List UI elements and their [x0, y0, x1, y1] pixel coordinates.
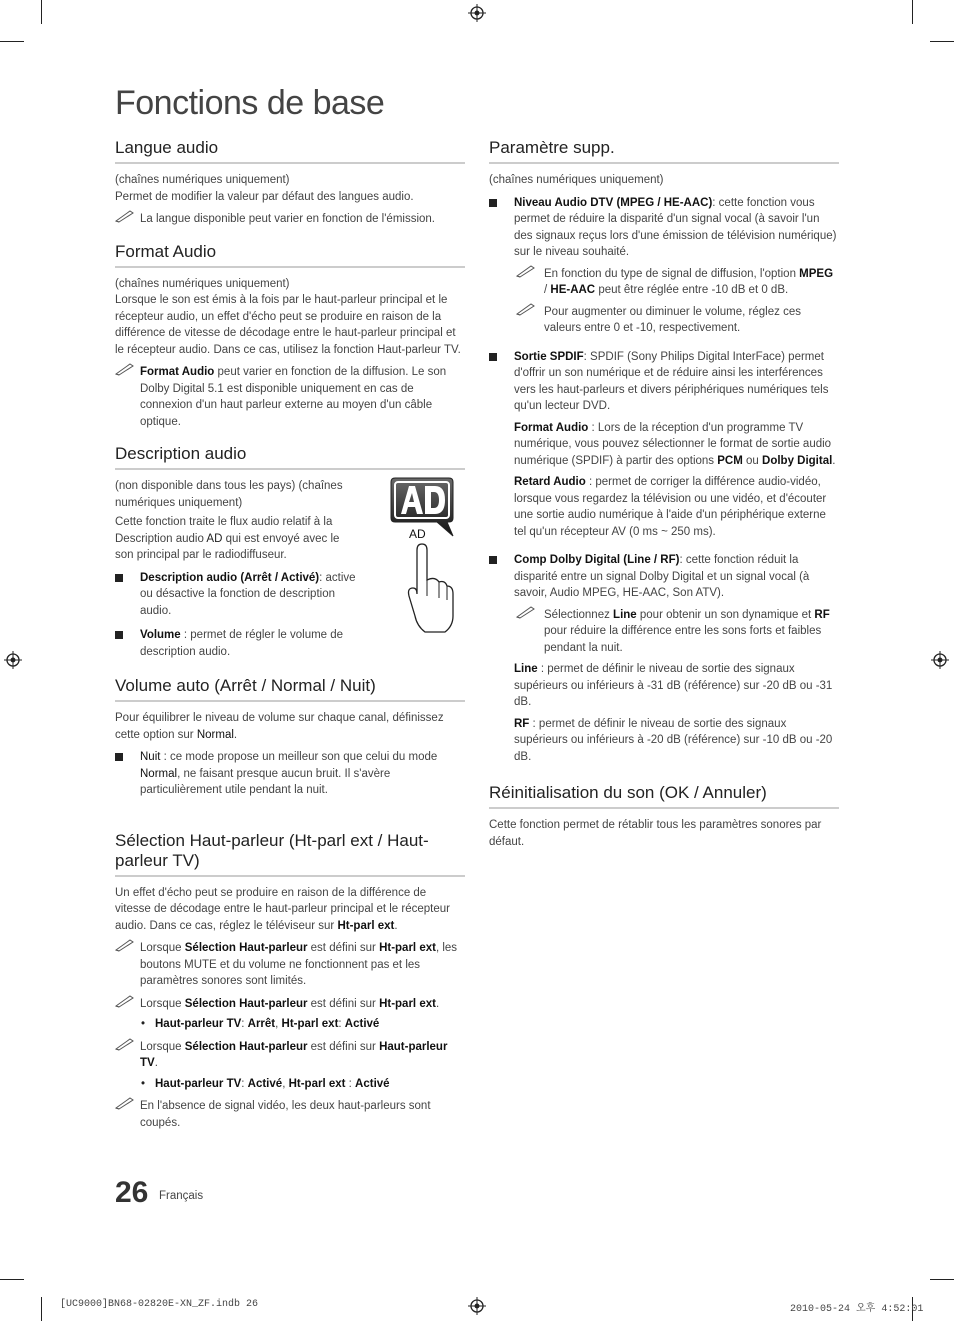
- pencil-note-icon: [115, 1037, 135, 1051]
- description-text: Un effet d'écho peut se produire en raison de la différence de vitesse de décodage entre le haut-parleur principal et le récepteur audio. Dans ce cas, réglez le téléviseur sur Ht-parl ext.: [115, 886, 450, 932]
- crop-mark: [0, 1279, 24, 1280]
- right-column: [489, 138, 839, 850]
- description-text: Permet de modifier la valeur par défaut des langues audio.: [115, 190, 414, 203]
- crop-mark: [930, 1279, 954, 1280]
- section-heading: Réinitialisation du son (OK / Annuler): [489, 783, 839, 809]
- square-bullet-icon: [115, 631, 123, 639]
- registration-mark-icon: [468, 4, 486, 22]
- ad-button-label: AD: [409, 527, 426, 541]
- crop-mark: [0, 41, 24, 42]
- page-language: Français: [159, 1190, 204, 1202]
- square-bullet-icon: [115, 574, 123, 582]
- note-bold: Format Audio: [140, 366, 215, 378]
- ad-remote-illustration: [387, 476, 457, 636]
- bullet-item: Volume : permet de régler le volume de description audio.: [115, 627, 360, 660]
- pencil-note-icon: [115, 209, 135, 223]
- square-bullet-icon: [489, 199, 497, 207]
- bullet-item: Description audio (Arrêt / Activé): active ou désactive la fonction de description audio.: [115, 570, 360, 620]
- section-heading: Format Audio: [115, 242, 465, 268]
- section-selection-haut-parleur: [115, 831, 465, 1132]
- page-title: Fonctions de base: [115, 84, 385, 122]
- sub-option: RF : permet de définir le niveau de sortie des signaux supérieurs ou inférieurs à -20 dB (référence) sur -10 dB ou -20 dB.: [514, 717, 833, 763]
- crop-mark: [930, 41, 954, 42]
- sub-option: Retard Audio : permet de corriger la différence audio-vidéo, lorsque vous regardez la télévision ou une vidéo, et d'écouter une sortie audio numérique à l'aide d'un périphérique externe tel qu'un récepteur AV (0 ms ~ 250 ms).: [514, 476, 827, 538]
- note: En fonction du type de signal de diffusion, l'option MPEG / HE-AAC peut être réglée entre -10 dB et 0 dB.: [489, 266, 839, 299]
- left-column: [115, 138, 465, 1131]
- note: [115, 1098, 465, 1131]
- section-parametre-supp: [489, 138, 839, 765]
- note: [489, 304, 839, 337]
- ad-button-icon: [387, 476, 457, 636]
- note-text: peut varier en fonction de la diffusion. Le son Dolby Digital 5.1 est disponible uniquement en cas de connexion d'un haut parleur externe au moyen d'un câble optique.: [140, 366, 447, 428]
- note: [115, 364, 465, 430]
- square-bullet-icon: [489, 353, 497, 361]
- description-text: Pour équilibrer le niveau de volume sur chaque canal, définissez cette option sur Normal.: [115, 712, 444, 741]
- square-bullet-icon: [115, 753, 123, 761]
- section-heading: Volume auto (Arrêt / Normal / Nuit): [115, 676, 465, 702]
- section-format-audio: [115, 242, 465, 431]
- dot-bullet-item: • Haut-parleur TV: Activé, Ht-parl ext : Activé: [115, 1076, 465, 1093]
- crop-mark: [41, 0, 42, 24]
- description-text: Cette fonction permet de rétablir tous les paramètres sonores par défaut.: [489, 819, 822, 848]
- section-heading: Sélection Haut-parleur (Ht-parl ext / Haut-parleur TV): [115, 831, 465, 877]
- description-text: Lorsque le son est émis à la fois par le haut-parleur principal et le récepteur audio, un effet d'écho peut se produire en raison de la différence de vitesse de décodage entre le haut-parleur principal et le récepteur audio. Dans ce cas, utilisez la fonction Haut-parleur TV.: [115, 294, 461, 356]
- bullet-item: Niveau Audio DTV (MPEG / HE-AAC): cette fonction vous permet de réduire la disparité d'un signal vocal (à savoir l'un des signaux reçus lors d'une émission de télévision numérique) sur le niveau souhaité.: [489, 195, 839, 261]
- note: Lorsque Sélection Haut-parleur est défini sur Ht-parl ext.: [115, 996, 465, 1013]
- page-number: 26: [115, 1176, 149, 1209]
- note: Lorsque Sélection Haut-parleur est défini sur Ht-parl ext, les boutons MUTE et du volume ne fonctionnent pas et les paramètres sonores sont limités.: [115, 940, 465, 990]
- scope-text: (chaînes numériques uniquement): [489, 174, 664, 186]
- scope-text: (chaînes numériques uniquement): [115, 174, 290, 186]
- bullet-item: Comp Dolby Digital (Line / RF): cette fonction réduit la disparité entre un signal Dolby Digital et un signal vocal (à savoir, Audio MPEG, HE-AAC, Son ATV).: [489, 552, 839, 602]
- scope-text: (non disponible dans tous les pays) (chaînes numériques uniquement): [115, 480, 343, 509]
- pencil-note-icon: [115, 362, 135, 376]
- square-bullet-icon: [489, 556, 497, 564]
- pencil-note-icon: [516, 264, 536, 278]
- pencil-note-icon: [115, 994, 135, 1008]
- section-reinitialisation: [489, 783, 839, 850]
- sub-option: Line : permet de définir le niveau de sortie des signaux supérieurs ou inférieurs à -31 dB (référence) sur -20 dB ou -31 dB.: [514, 663, 833, 708]
- pencil-note-icon: [115, 1096, 135, 1110]
- note-text: Pour augmenter ou diminuer le volume, réglez ces valeurs entre 0 et -10, respectivement.: [544, 305, 801, 334]
- section-langue-audio: [115, 138, 465, 228]
- section-heading: Langue audio: [115, 138, 465, 164]
- description-text: Cette fonction traite le flux audio relatif à la Description audio AD qui est envoyé avec le son principal par le radiodiffuseur.: [115, 516, 340, 561]
- print-slug-left: [UC9000]BN68-02820E-XN_ZF.indb 26: [60, 1299, 259, 1310]
- bullet-item: Sortie SPDIF: SPDIF (Sony Philips Digital InterFace) permet d'offrir un son numérique et de réduire ainsi les interférences vers les haut-parleurs et divers périphériques numériques tels qu'un lecteur DVD.: [489, 349, 839, 415]
- print-slug-right: 2010-05-24 오후 4:52:01: [790, 1304, 924, 1315]
- dot-bullet-item: • Haut-parleur TV: Arrêt, Ht-parl ext: Activé: [115, 1016, 465, 1033]
- section-heading: Paramètre supp.: [489, 138, 839, 164]
- bullet-item: Nuit : ce mode propose un meilleur son que celui du mode Normal, ne faisant presque aucun bruit. Il s'avère particulièrement utile pendant la nuit.: [115, 749, 465, 799]
- pencil-note-icon: [115, 938, 135, 952]
- crop-mark: [912, 0, 913, 24]
- registration-mark-icon: [931, 651, 949, 669]
- sub-option: Format Audio : Lors de la réception d'un programme TV numérique, vous pouvez sélectionner le format de sortie audio numérique (SPDIF) à partir des options PCM ou Dolby Digital.: [514, 421, 836, 467]
- section-description-audio: [115, 444, 465, 660]
- note: [115, 211, 465, 228]
- note-text: En l'absence de signal vidéo, les deux haut-parleurs sont coupés.: [140, 1100, 431, 1129]
- section-volume-auto: [115, 676, 465, 799]
- registration-mark-icon: [468, 1297, 486, 1315]
- note: Lorsque Sélection Haut-parleur est défini sur Haut-parleur TV.: [115, 1039, 465, 1072]
- section-heading: Description audio: [115, 444, 465, 470]
- note: Sélectionnez Line pour obtenir un son dynamique et RF pour réduire la différence entre les sons forts et faibles pendant la nuit.: [489, 607, 839, 657]
- note-text: La langue disponible peut varier en fonction de l'émission.: [140, 213, 435, 225]
- pencil-note-icon: [516, 605, 536, 619]
- scope-text: (chaînes numériques uniquement): [115, 277, 290, 290]
- crop-mark: [41, 1297, 42, 1321]
- registration-mark-icon: [4, 651, 22, 669]
- pencil-note-icon: [516, 302, 536, 316]
